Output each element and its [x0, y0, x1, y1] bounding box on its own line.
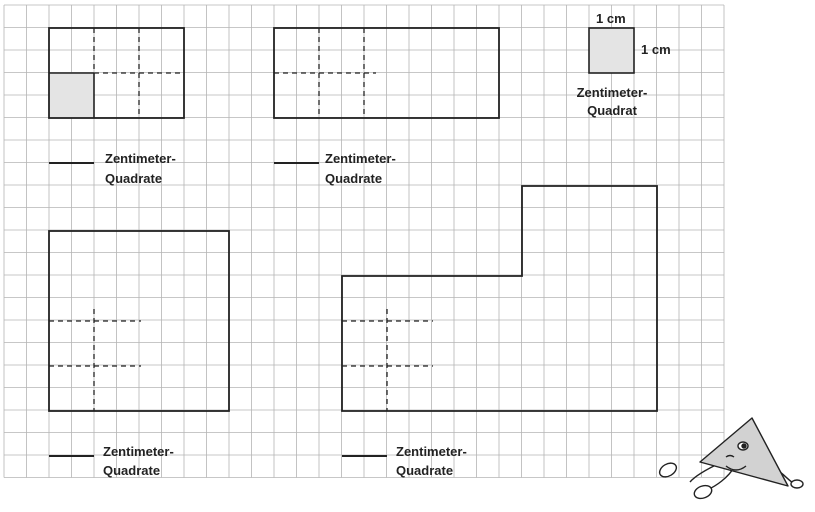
answer-blank-2 — [274, 151, 396, 186]
legend-square — [589, 28, 634, 73]
answer-label-1-line2: Quadrate — [105, 171, 163, 186]
legend-width-label: 1 cm — [596, 11, 626, 26]
answer-label-4-line1: Zentimeter- — [396, 444, 467, 459]
answer-label-2-line2: Quadrate — [325, 171, 383, 186]
answer-blank-4 — [342, 444, 467, 478]
legend-caption-line2: Quadrat — [587, 103, 637, 118]
shape-l-4 — [342, 186, 657, 411]
shaded-square-shape1 — [49, 73, 94, 118]
legend-height-label: 1 cm — [641, 42, 671, 57]
answer-blank-1 — [49, 151, 176, 186]
answer-label-2-line1: Zentimeter- — [325, 151, 396, 166]
legend-caption-line1: Zentimeter- — [576, 85, 648, 100]
answer-label-1-line1: Zentimeter- — [105, 151, 176, 166]
answer-blank-3 — [49, 444, 174, 478]
answer-label-3-line1: Zentimeter- — [103, 444, 174, 459]
answer-label-3-line2: Quadrate — [103, 463, 161, 478]
answer-label-4-line2: Quadrate — [396, 463, 454, 478]
